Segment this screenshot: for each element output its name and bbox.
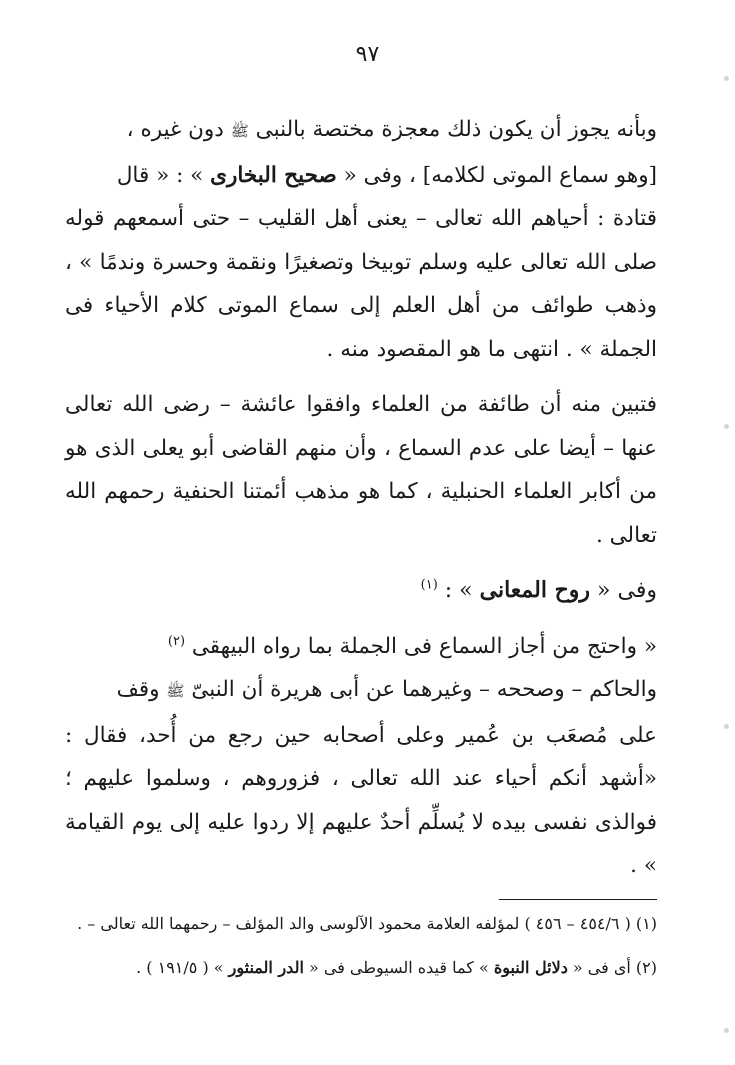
section-heading (65, 569, 657, 613)
paragraph (65, 108, 657, 371)
main-text (65, 108, 657, 888)
paragraph-3-rest: على مُصعَب بن عُمير وعلى أصحابه حين رجع من أُحد، فقال : «أشهد أنكم أحياء عند الله تعالى ، فزوروهم ، وسلموا عليهم ؛ فوالذى نفسى بيده لا يُسلِّم أحدٌ عليهم إلا ردوا عليه إلى يوم القيامة » . (65, 722, 657, 878)
heading-prefix: وفى « (590, 578, 657, 603)
page-number: ٩٧ (355, 42, 380, 67)
book-title-durr: الدر المنثور (228, 958, 304, 977)
paragraph-3-line-2-start: والحاكم – وصححه – وغيرهما عن أبى هريرة أن النبىّ (184, 677, 657, 702)
paragraph (65, 383, 657, 557)
paragraph-1-line-2-end: » : « قال (116, 162, 211, 188)
paragraph-3-line-2-end: وقف (116, 677, 167, 702)
scan-mark (724, 724, 729, 729)
footnote-2-start: (٢) أى فى « (567, 958, 657, 977)
paragraph-1-rest: قتادة : أحياهم الله تعالى – يعنى أهل القليب – حتى أسمعهم قوله صلى الله تعالى عليه وسلم توبيخا وتصغيرًا ونقمة وحسرة وندمًا » ، وذهب طوائف من أهل العلم إلى سماع الموتى كلام الأحياء فى الجملة » . انتهى ما هو المقصود منه . (65, 206, 657, 362)
scan-mark (724, 424, 729, 429)
book-title-dalail: دلائل النبوة (493, 958, 568, 977)
paragraph-1-line-1-start: وبأنه يجوز أن يكون ذلك معجزة مختصة بالنبى (248, 117, 657, 142)
scan-mark (724, 76, 729, 81)
heading-suffix: » : (437, 578, 480, 603)
footnote-ref-1: (١) (420, 577, 438, 593)
footnote-ref-2: (٢) (167, 633, 186, 649)
footnote-divider (499, 899, 657, 900)
footnotes (65, 905, 657, 987)
paragraph (65, 625, 657, 888)
paragraph-1-line-2-start: [وهو سماع الموتى لكلامه] ، وفى « (336, 162, 657, 188)
scan-mark (724, 1028, 729, 1033)
paragraph-1-line-1-end: دون غيره ، (126, 117, 231, 142)
salawat-symbol: ﷺ (166, 682, 185, 700)
footnote-2-end: » ( ١٩١/٥ ) . (136, 958, 229, 977)
paragraph-3-line-1: « واحتج من أجاز السماع فى الجملة بما رواه البيهقى (185, 633, 657, 659)
footnote-2-middle: » كما قيده السيوطى فى « (303, 958, 494, 977)
footnote-1: (١) ( ٤٥٤/٦ – ٤٥٦ ) لمؤلفه العلامة محمود الآلوسى والد المؤلف – رحمهما الله تعالى – . (77, 914, 657, 933)
paragraph-2-text: فتبين منه أن طائفة من العلماء وافقوا عائشة – رضى الله تعالى عنها – أيضا على عدم السماع ، وأن منهم القاضى أبو يعلى الذى هو من أكابر العلماء الحنبلية ، كما هو مذهب أئمتنا الحنفية رحمهم الله تعالى . (65, 392, 657, 548)
book-title-ruh-al-maani: روح المعانى (479, 577, 591, 603)
footnote-2 (65, 949, 657, 987)
salawat-symbol: ﷺ (230, 122, 249, 140)
book-title-sahih-bukhari: صحيح البخارى (210, 162, 337, 188)
